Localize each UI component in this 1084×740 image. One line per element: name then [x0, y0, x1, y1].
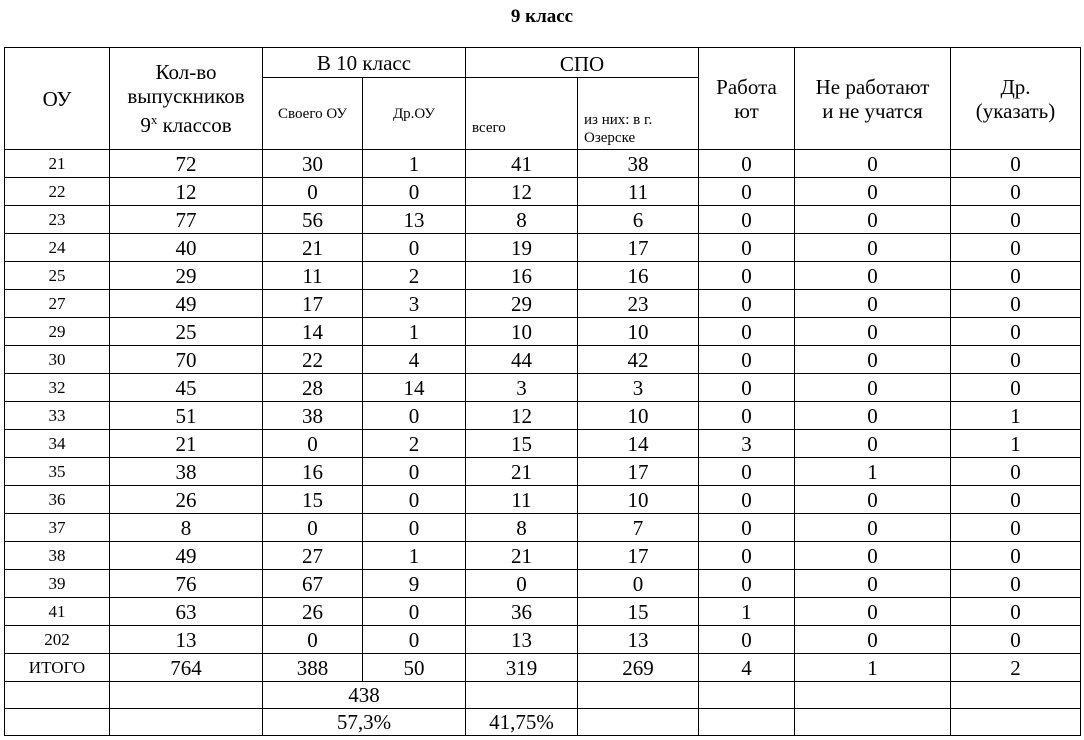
cell-v10-svoego: 15: [263, 486, 363, 514]
cell-dr: 0: [951, 486, 1081, 514]
cell-spo-ozersk: 23: [578, 290, 699, 318]
cell-v10-dr-ou: 0: [363, 598, 466, 626]
cell-spo-vsego: 319: [466, 654, 578, 682]
cell-v10-dr-ou: 4: [363, 346, 466, 374]
cell-v10-svoego: 0: [263, 514, 363, 542]
cell-rabotayut: 0: [699, 458, 795, 486]
cell-ou: 24: [5, 234, 110, 262]
cell-spo-vsego: 36: [466, 598, 578, 626]
cell-spo-vsego: 44: [466, 346, 578, 374]
header-ou: ОУ: [5, 48, 110, 150]
header-kolvo: [110, 48, 263, 150]
cell-spo-ozersk: 38: [578, 150, 699, 178]
footer-pct-spo: 41,75%: [466, 709, 578, 736]
header-ne-rabotayut-line2: и не учатся: [822, 98, 923, 123]
cell-kolvo: 70: [110, 346, 263, 374]
cell-spo-vsego: 8: [466, 206, 578, 234]
cell-rabotayut: 3: [699, 430, 795, 458]
cell-spo-vsego: 13: [466, 626, 578, 654]
cell-v10-dr-ou: 3: [363, 290, 466, 318]
cell-ou: 25: [5, 262, 110, 290]
cell-spo-vsego: 19: [466, 234, 578, 262]
cell-spo-vsego: 21: [466, 458, 578, 486]
graduates-table: [4, 47, 1081, 736]
cell-v10-svoego: 28: [263, 374, 363, 402]
cell-rabotayut: 0: [699, 570, 795, 598]
cell-v10-dr-ou: 1: [363, 318, 466, 346]
footer-empty-cell: [5, 682, 110, 709]
cell-rabotayut: 0: [699, 374, 795, 402]
cell-dr: 0: [951, 458, 1081, 486]
cell-dr: 1: [951, 430, 1081, 458]
cell-dr: 0: [951, 514, 1081, 542]
cell-ou: 36: [5, 486, 110, 514]
cell-ou: 21: [5, 150, 110, 178]
cell-dr: 0: [951, 206, 1081, 234]
cell-kolvo: 38: [110, 458, 263, 486]
header-kolvo-line1: Кол-во: [155, 60, 217, 84]
header-dr-ou: Др.ОУ: [363, 78, 466, 150]
header-rabota-line2: ют: [734, 98, 759, 123]
cell-ou: 41: [5, 598, 110, 626]
cell-spo-ozersk: 17: [578, 458, 699, 486]
cell-spo-ozersk: 16: [578, 262, 699, 290]
footer-empty-cell: [699, 709, 795, 736]
header-svoego-ou: Своего ОУ: [263, 78, 363, 150]
footer-empty-cell: [951, 682, 1081, 709]
cell-v10-svoego: 21: [263, 234, 363, 262]
cell-dr: 0: [951, 374, 1081, 402]
cell-v10-svoego: 30: [263, 150, 363, 178]
cell-rabotayut: 4: [699, 654, 795, 682]
cell-v10-svoego: 56: [263, 206, 363, 234]
footer-empty-cell: [795, 682, 951, 709]
table-row: [5, 402, 1081, 430]
cell-ou: 202: [5, 626, 110, 654]
cell-kolvo: 13: [110, 626, 263, 654]
cell-spo-vsego: 12: [466, 178, 578, 206]
table-row: [5, 654, 1081, 682]
header-rabota-line1: Работа: [716, 74, 777, 99]
cell-spo-vsego: 10: [466, 318, 578, 346]
cell-kolvo: 40: [110, 234, 263, 262]
cell-ou: ИТОГО: [5, 654, 110, 682]
cell-spo-vsego: 29: [466, 290, 578, 318]
cell-rabotayut: 0: [699, 234, 795, 262]
header-dr: [951, 48, 1081, 150]
cell-v10-dr-ou: 1: [363, 150, 466, 178]
table-row: [5, 514, 1081, 542]
header-kolvo-line2: выпускников: [127, 84, 245, 108]
cell-v10-dr-ou: 2: [363, 262, 466, 290]
table-row: [5, 374, 1081, 402]
cell-rabotayut: 0: [699, 626, 795, 654]
cell-dr: 0: [951, 570, 1081, 598]
cell-v10-svoego: 0: [263, 626, 363, 654]
cell-kolvo: 49: [110, 542, 263, 570]
table-row: [5, 486, 1081, 514]
cell-v10-svoego: 22: [263, 346, 363, 374]
cell-rabotayut: 0: [699, 514, 795, 542]
cell-v10-dr-ou: 50: [363, 654, 466, 682]
cell-v10-dr-ou: 14: [363, 374, 466, 402]
cell-v10-svoego: 26: [263, 598, 363, 626]
cell-rabotayut: 0: [699, 178, 795, 206]
cell-spo-vsego: 15: [466, 430, 578, 458]
cell-ne-rabotayut: 0: [795, 234, 951, 262]
cell-spo-ozersk: 6: [578, 206, 699, 234]
cell-ne-rabotayut: 0: [795, 346, 951, 374]
cell-v10-dr-ou: 0: [363, 514, 466, 542]
cell-spo-ozersk: 17: [578, 234, 699, 262]
cell-spo-ozersk: 10: [578, 318, 699, 346]
cell-kolvo: 51: [110, 402, 263, 430]
cell-ne-rabotayut: 0: [795, 486, 951, 514]
cell-dr: 0: [951, 234, 1081, 262]
footer-empty-cell: [578, 682, 699, 709]
table-row: [5, 234, 1081, 262]
header-spo-vsego: всего: [466, 78, 578, 150]
table-row: [5, 598, 1081, 626]
cell-ou: 23: [5, 206, 110, 234]
cell-ne-rabotayut: 0: [795, 206, 951, 234]
cell-ne-rabotayut: 0: [795, 430, 951, 458]
cell-kolvo: 49: [110, 290, 263, 318]
header-v10: В 10 класс: [263, 48, 466, 78]
cell-dr: 0: [951, 178, 1081, 206]
footer-sum-10: 438: [263, 682, 466, 709]
cell-dr: 0: [951, 262, 1081, 290]
cell-rabotayut: 1: [699, 598, 795, 626]
cell-kolvo: 77: [110, 206, 263, 234]
cell-spo-vsego: 21: [466, 542, 578, 570]
cell-ou: 22: [5, 178, 110, 206]
cell-kolvo: 72: [110, 150, 263, 178]
cell-spo-vsego: 41: [466, 150, 578, 178]
cell-kolvo: 764: [110, 654, 263, 682]
footer-empty-cell: [951, 709, 1081, 736]
cell-dr: 0: [951, 626, 1081, 654]
footer-empty-cell: [5, 709, 110, 736]
cell-kolvo: 25: [110, 318, 263, 346]
cell-ne-rabotayut: 0: [795, 374, 951, 402]
header-kolvo-grade: 9: [140, 113, 151, 137]
cell-v10-svoego: 67: [263, 570, 363, 598]
cell-v10-svoego: 11: [263, 262, 363, 290]
cell-dr: 0: [951, 318, 1081, 346]
table-row: [5, 626, 1081, 654]
cell-v10-dr-ou: 9: [363, 570, 466, 598]
cell-ne-rabotayut: 0: [795, 514, 951, 542]
cell-kolvo: 26: [110, 486, 263, 514]
table-row: [5, 206, 1081, 234]
cell-spo-ozersk: 0: [578, 570, 699, 598]
cell-ne-rabotayut: 0: [795, 570, 951, 598]
cell-spo-ozersk: 14: [578, 430, 699, 458]
cell-ou: 39: [5, 570, 110, 598]
header-spo-ozersk: из них: в г. Озерске: [578, 78, 699, 150]
cell-ne-rabotayut: 0: [795, 290, 951, 318]
footer-empty-cell: [110, 709, 263, 736]
cell-dr: 0: [951, 598, 1081, 626]
cell-ne-rabotayut: 1: [795, 458, 951, 486]
cell-spo-vsego: 0: [466, 570, 578, 598]
cell-ne-rabotayut: 0: [795, 318, 951, 346]
header-kolvo-rest: классов: [157, 113, 232, 137]
cell-spo-ozersk: 3: [578, 374, 699, 402]
footer-empty-cell: [795, 709, 951, 736]
cell-dr: 0: [951, 150, 1081, 178]
cell-ne-rabotayut: 0: [795, 402, 951, 430]
header-spo: СПО: [466, 48, 699, 78]
table-row: [5, 570, 1081, 598]
cell-kolvo: 8: [110, 514, 263, 542]
footer-empty-cell: [110, 682, 263, 709]
cell-dr: 1: [951, 402, 1081, 430]
cell-ou: 37: [5, 514, 110, 542]
table-row: [5, 458, 1081, 486]
cell-v10-svoego: 17: [263, 290, 363, 318]
cell-spo-ozersk: 7: [578, 514, 699, 542]
cell-dr: 0: [951, 346, 1081, 374]
table-row: [5, 262, 1081, 290]
cell-rabotayut: 0: [699, 346, 795, 374]
cell-ou: 33: [5, 402, 110, 430]
header-dr-line1: Др.: [1000, 74, 1031, 99]
cell-dr: 0: [951, 290, 1081, 318]
table-row: [5, 430, 1081, 458]
cell-v10-dr-ou: 0: [363, 234, 466, 262]
header-ne-rabotayut-line1: Не работают: [815, 74, 930, 99]
cell-spo-vsego: 16: [466, 262, 578, 290]
header-ne-rabotayut: [795, 48, 951, 150]
cell-rabotayut: 0: [699, 290, 795, 318]
cell-kolvo: 45: [110, 374, 263, 402]
cell-ne-rabotayut: 0: [795, 542, 951, 570]
cell-v10-svoego: 388: [263, 654, 363, 682]
cell-spo-vsego: 8: [466, 514, 578, 542]
cell-ne-rabotayut: 0: [795, 626, 951, 654]
cell-spo-ozersk: 13: [578, 626, 699, 654]
table-row: [5, 318, 1081, 346]
header-rabota: [699, 48, 795, 150]
cell-kolvo: 12: [110, 178, 263, 206]
cell-v10-svoego: 16: [263, 458, 363, 486]
cell-spo-vsego: 11: [466, 486, 578, 514]
cell-v10-dr-ou: 0: [363, 458, 466, 486]
cell-kolvo: 63: [110, 598, 263, 626]
cell-ou: 32: [5, 374, 110, 402]
cell-spo-vsego: 12: [466, 402, 578, 430]
table-row: [5, 542, 1081, 570]
cell-v10-svoego: 0: [263, 178, 363, 206]
cell-spo-ozersk: 10: [578, 402, 699, 430]
cell-ne-rabotayut: 0: [795, 262, 951, 290]
page-title: 9 класс: [510, 6, 574, 27]
header-kolvo-sup: х: [150, 112, 158, 127]
cell-ne-rabotayut: 1: [795, 654, 951, 682]
footer-empty-cell: [466, 682, 578, 709]
cell-v10-dr-ou: 0: [363, 626, 466, 654]
cell-spo-ozersk: 10: [578, 486, 699, 514]
cell-dr: 2: [951, 654, 1081, 682]
cell-spo-ozersk: 15: [578, 598, 699, 626]
cell-rabotayut: 0: [699, 486, 795, 514]
table-row: [5, 346, 1081, 374]
cell-dr: 0: [951, 542, 1081, 570]
cell-ou: 38: [5, 542, 110, 570]
cell-rabotayut: 0: [699, 150, 795, 178]
cell-kolvo: 76: [110, 570, 263, 598]
table-row: [5, 178, 1081, 206]
cell-v10-dr-ou: 2: [363, 430, 466, 458]
cell-rabotayut: 0: [699, 318, 795, 346]
cell-spo-vsego: 3: [466, 374, 578, 402]
cell-ne-rabotayut: 0: [795, 150, 951, 178]
footer-empty-cell: [578, 709, 699, 736]
cell-v10-svoego: 0: [263, 430, 363, 458]
table-row: [5, 290, 1081, 318]
cell-ou: 27: [5, 290, 110, 318]
cell-spo-ozersk: 17: [578, 542, 699, 570]
cell-v10-svoego: 14: [263, 318, 363, 346]
cell-ne-rabotayut: 0: [795, 598, 951, 626]
cell-kolvo: 21: [110, 430, 263, 458]
cell-rabotayut: 0: [699, 542, 795, 570]
header-kolvo-line3: [110, 108, 262, 137]
cell-ne-rabotayut: 0: [795, 178, 951, 206]
cell-kolvo: 29: [110, 262, 263, 290]
cell-rabotayut: 0: [699, 206, 795, 234]
cell-spo-ozersk: 11: [578, 178, 699, 206]
cell-v10-dr-ou: 13: [363, 206, 466, 234]
cell-v10-dr-ou: 0: [363, 402, 466, 430]
cell-rabotayut: 0: [699, 402, 795, 430]
cell-ou: 35: [5, 458, 110, 486]
cell-spo-ozersk: 42: [578, 346, 699, 374]
table-row: [5, 150, 1081, 178]
cell-v10-dr-ou: 0: [363, 486, 466, 514]
cell-ou: 29: [5, 318, 110, 346]
cell-v10-svoego: 38: [263, 402, 363, 430]
cell-spo-ozersk: 269: [578, 654, 699, 682]
cell-rabotayut: 0: [699, 262, 795, 290]
cell-v10-dr-ou: 0: [363, 178, 466, 206]
cell-ou: 30: [5, 346, 110, 374]
footer-empty-cell: [699, 682, 795, 709]
cell-ou: 34: [5, 430, 110, 458]
header-dr-line2: (указать): [975, 98, 1056, 123]
footer-pct-10: 57,3%: [263, 709, 466, 736]
cell-v10-dr-ou: 1: [363, 542, 466, 570]
cell-v10-svoego: 27: [263, 542, 363, 570]
